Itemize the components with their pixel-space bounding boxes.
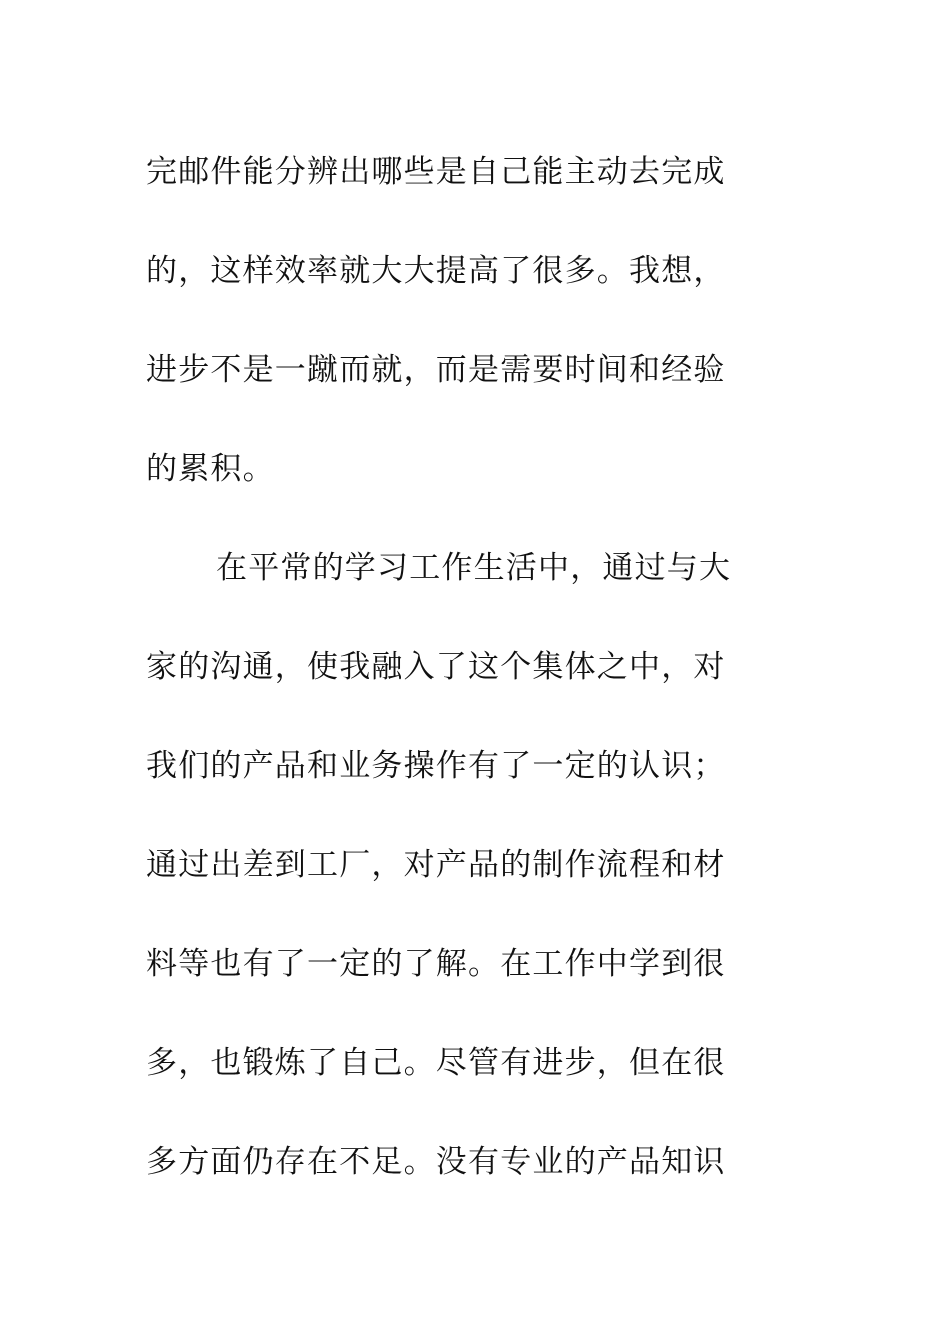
text-line: 家的沟通，使我融入了这个集体之中，对 [146, 649, 726, 685]
body-text [146, 123, 786, 1212]
text-line: 的累积。 [146, 451, 275, 487]
text-line: 的，这样效率就大大提高了很多。我想， [146, 253, 726, 289]
text-line: 通过出差到工厂，对产品的制作流程和材 [146, 847, 726, 883]
text-line: 料等也有了一定的了解。在工作中学到很 [146, 946, 726, 982]
text-line: 进步不是一蹴而就，而是需要时间和经验 [146, 352, 726, 388]
text-line: 多，也锻炼了自己。尽管有进步，但在很 [146, 1045, 726, 1081]
paragraph-start-line: 在平常的学习工作生活中，通过与大 [216, 550, 732, 586]
text-line: 多方面仍存在不足。没有专业的产品知识 [146, 1144, 726, 1180]
text-line: 我们的产品和业务操作有了一定的认识； [146, 748, 726, 784]
text-line: 完邮件能分辨出哪些是自己能主动去完成 [146, 154, 726, 190]
